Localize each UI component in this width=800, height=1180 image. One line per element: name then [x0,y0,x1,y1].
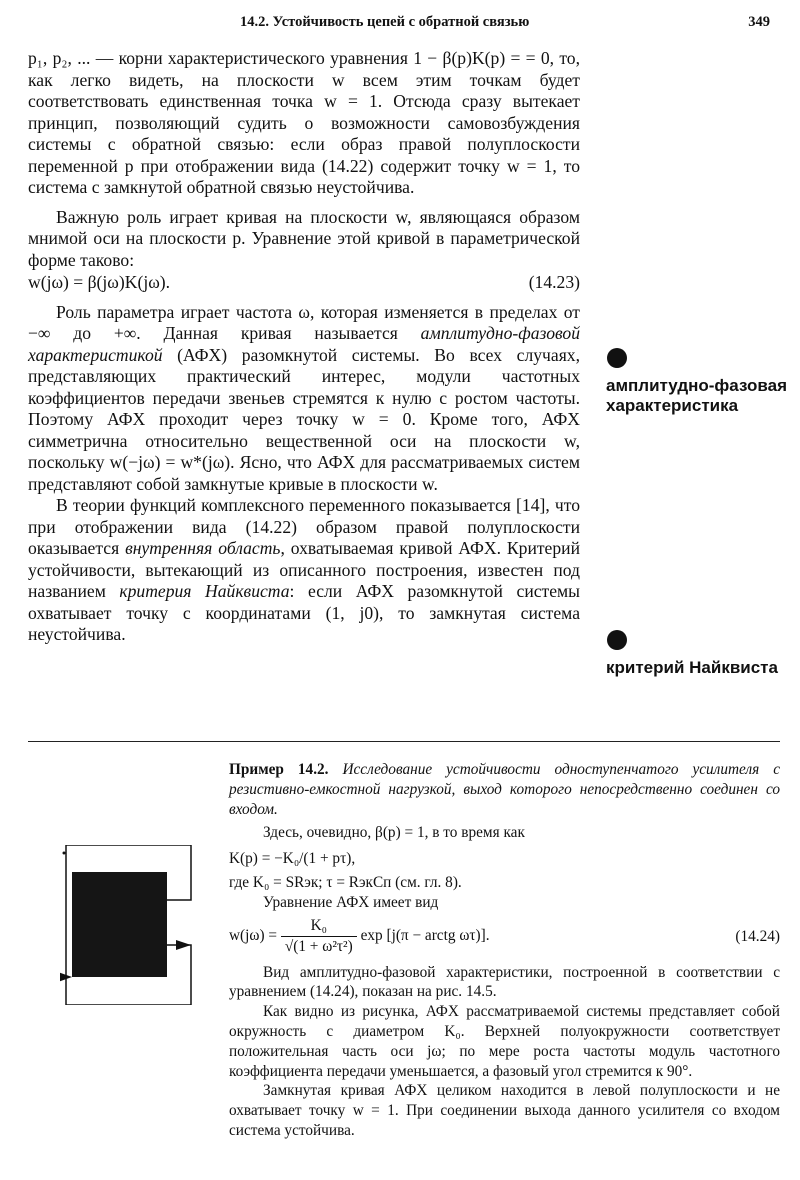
equation-number: (14.24) [735,927,780,945]
amplifier-block [72,872,167,977]
example-line-where: где K₀ = SRэк; τ = RэкCп (см. гл. 8). [229,873,462,891]
paragraph-roots: p₁, p₂, ... — корни характеристического уравнения 1 − β(p)K(p) = = 0, то, как легко видеть, на плоскости w всем этим точкам будет соответствовать единственная точка w = 1. Отсюда сразу вытекает принцип, позволяющий судить о возможности самовозбуждения системы с обратной связью: если образ правой полуплоскости переменной p при отображении вида (14.22) содержит точку w = 1, то система с замкнутой обратной связью неустойчива. [28,48,580,197]
paragraph-nyquist [28,495,580,646]
example-heading [229,760,780,819]
bullet-icon [607,348,627,368]
running-title: 14.2. Устойчивость цепей с обратной связью [240,14,530,30]
text-segment: Роль параметра играет частота ω, которая изменяется в пределах от −∞ до +∞. Данная кривая называется [28,301,580,343]
text-segment: В теории функций комплексного переменного показывается [14], что при отображении вида (14.22) образом правой полуплоскости оказывается [28,495,580,558]
example-paragraph-conclusion: Замкнутая кривая АФХ целиком находится в левой полуплоскости и не охватывает точку w = 1. При соединении выхода данного усилителя со входом система устойчива. [229,1082,780,1139]
fraction [281,916,357,957]
example-block [229,760,780,1141]
example-paragraph-figure: Вид амплитудно-фазовой характеристики, построенной в соответствии с уравнением (14.24), показан на рис. 14.5. [229,963,780,1001]
feedback-diagram [60,845,210,1005]
term-afh: амплитудно-фазовой характеристикой [28,323,580,365]
equation-rhs: exp [j(π − arctg ωτ)]. [360,927,490,945]
equation-k [229,849,780,869]
term-nyquist: критерия Найквиста [119,581,290,601]
page-header [240,14,770,31]
equation-formula [229,916,490,957]
example-line-beta: Здесь, очевидно, β(p) = 1, в то время как [263,824,525,842]
margin-note-nyquist [606,630,792,678]
equation-formula: K(p) = −K₀/(1 + pτ), [229,850,356,868]
paragraph-curve: Важную роль играет кривая на плоскости w, являющаяся образом мнимой оси на плоскости p. Уравнение этой кривой в параметрической форме таково: [28,206,580,270]
example-label: Пример 14.2. [229,761,329,778]
paragraph-afh [28,302,580,496]
dot-icon [63,852,66,855]
term-inner-region: внутренняя область [125,538,281,558]
equation-14-24 [229,915,780,959]
arrow-icon [176,940,191,950]
fraction-denominator: √(1 + ω²τ²) [284,938,353,956]
text-segment: (АФХ) разомкнутой системы. Во всех случаях, представляющих практический интерес, модули частотных коэффициентов передачи звеньев стремятся к нулю с ростом частоты. Поэтому АФХ проходит через точку w = 0. Кроме того, АФХ симметрична относительно вещественной оси на плоскости w, поскольку w(−jω) = w*(jω). Ясно, что АФХ для рассматриваемых систем представляют собой замкнутые кривые в плоскости w. [28,344,580,494]
text-segment: : если АФХ разомкнутой системы охватывает точку с координатами (1, j0), то замкнутая система неустойчива. [28,581,581,644]
bullet-icon [607,630,627,650]
page-number: 349 [748,14,770,30]
equation-14-23 [28,272,580,294]
equation-lhs: w(jω) = [229,927,278,945]
text-segment: , охватываемая кривой АФХ. Критерий устойчивости, вытекающий из описанного построения, известен под названием [28,538,580,601]
margin-note-text: критерий Найквиста [606,658,778,677]
example-title: Исследование устойчивости одноступенчатого усилителя с резистивно-емкостной нагрузкой, выход которого непосредственно соединен со входом. [229,761,780,818]
fraction-numerator: K₀ [281,916,357,937]
example-line-afh: Уравнение АФХ имеет вид [263,893,439,911]
margin-note-afh [606,348,792,416]
example-paragraph-circle: Как видно из рисунка, АФХ рассматриваемой системы представляет собой окружность с диаметром K₀. Верхней полуокружности соответствует положительная часть оси jω; по мере роста частоты модуль частотного коэффициента передачи уменьшается, а фазовый угол стремится к 90°. [229,1003,780,1080]
equation-formula: w(jω) = β(jω)K(jω). [28,272,171,292]
margin-note-text: амплитудно-фазовая характеристика [606,376,787,415]
main-text [28,48,580,646]
section-divider [28,741,780,742]
equation-number: (14.23) [528,272,580,292]
